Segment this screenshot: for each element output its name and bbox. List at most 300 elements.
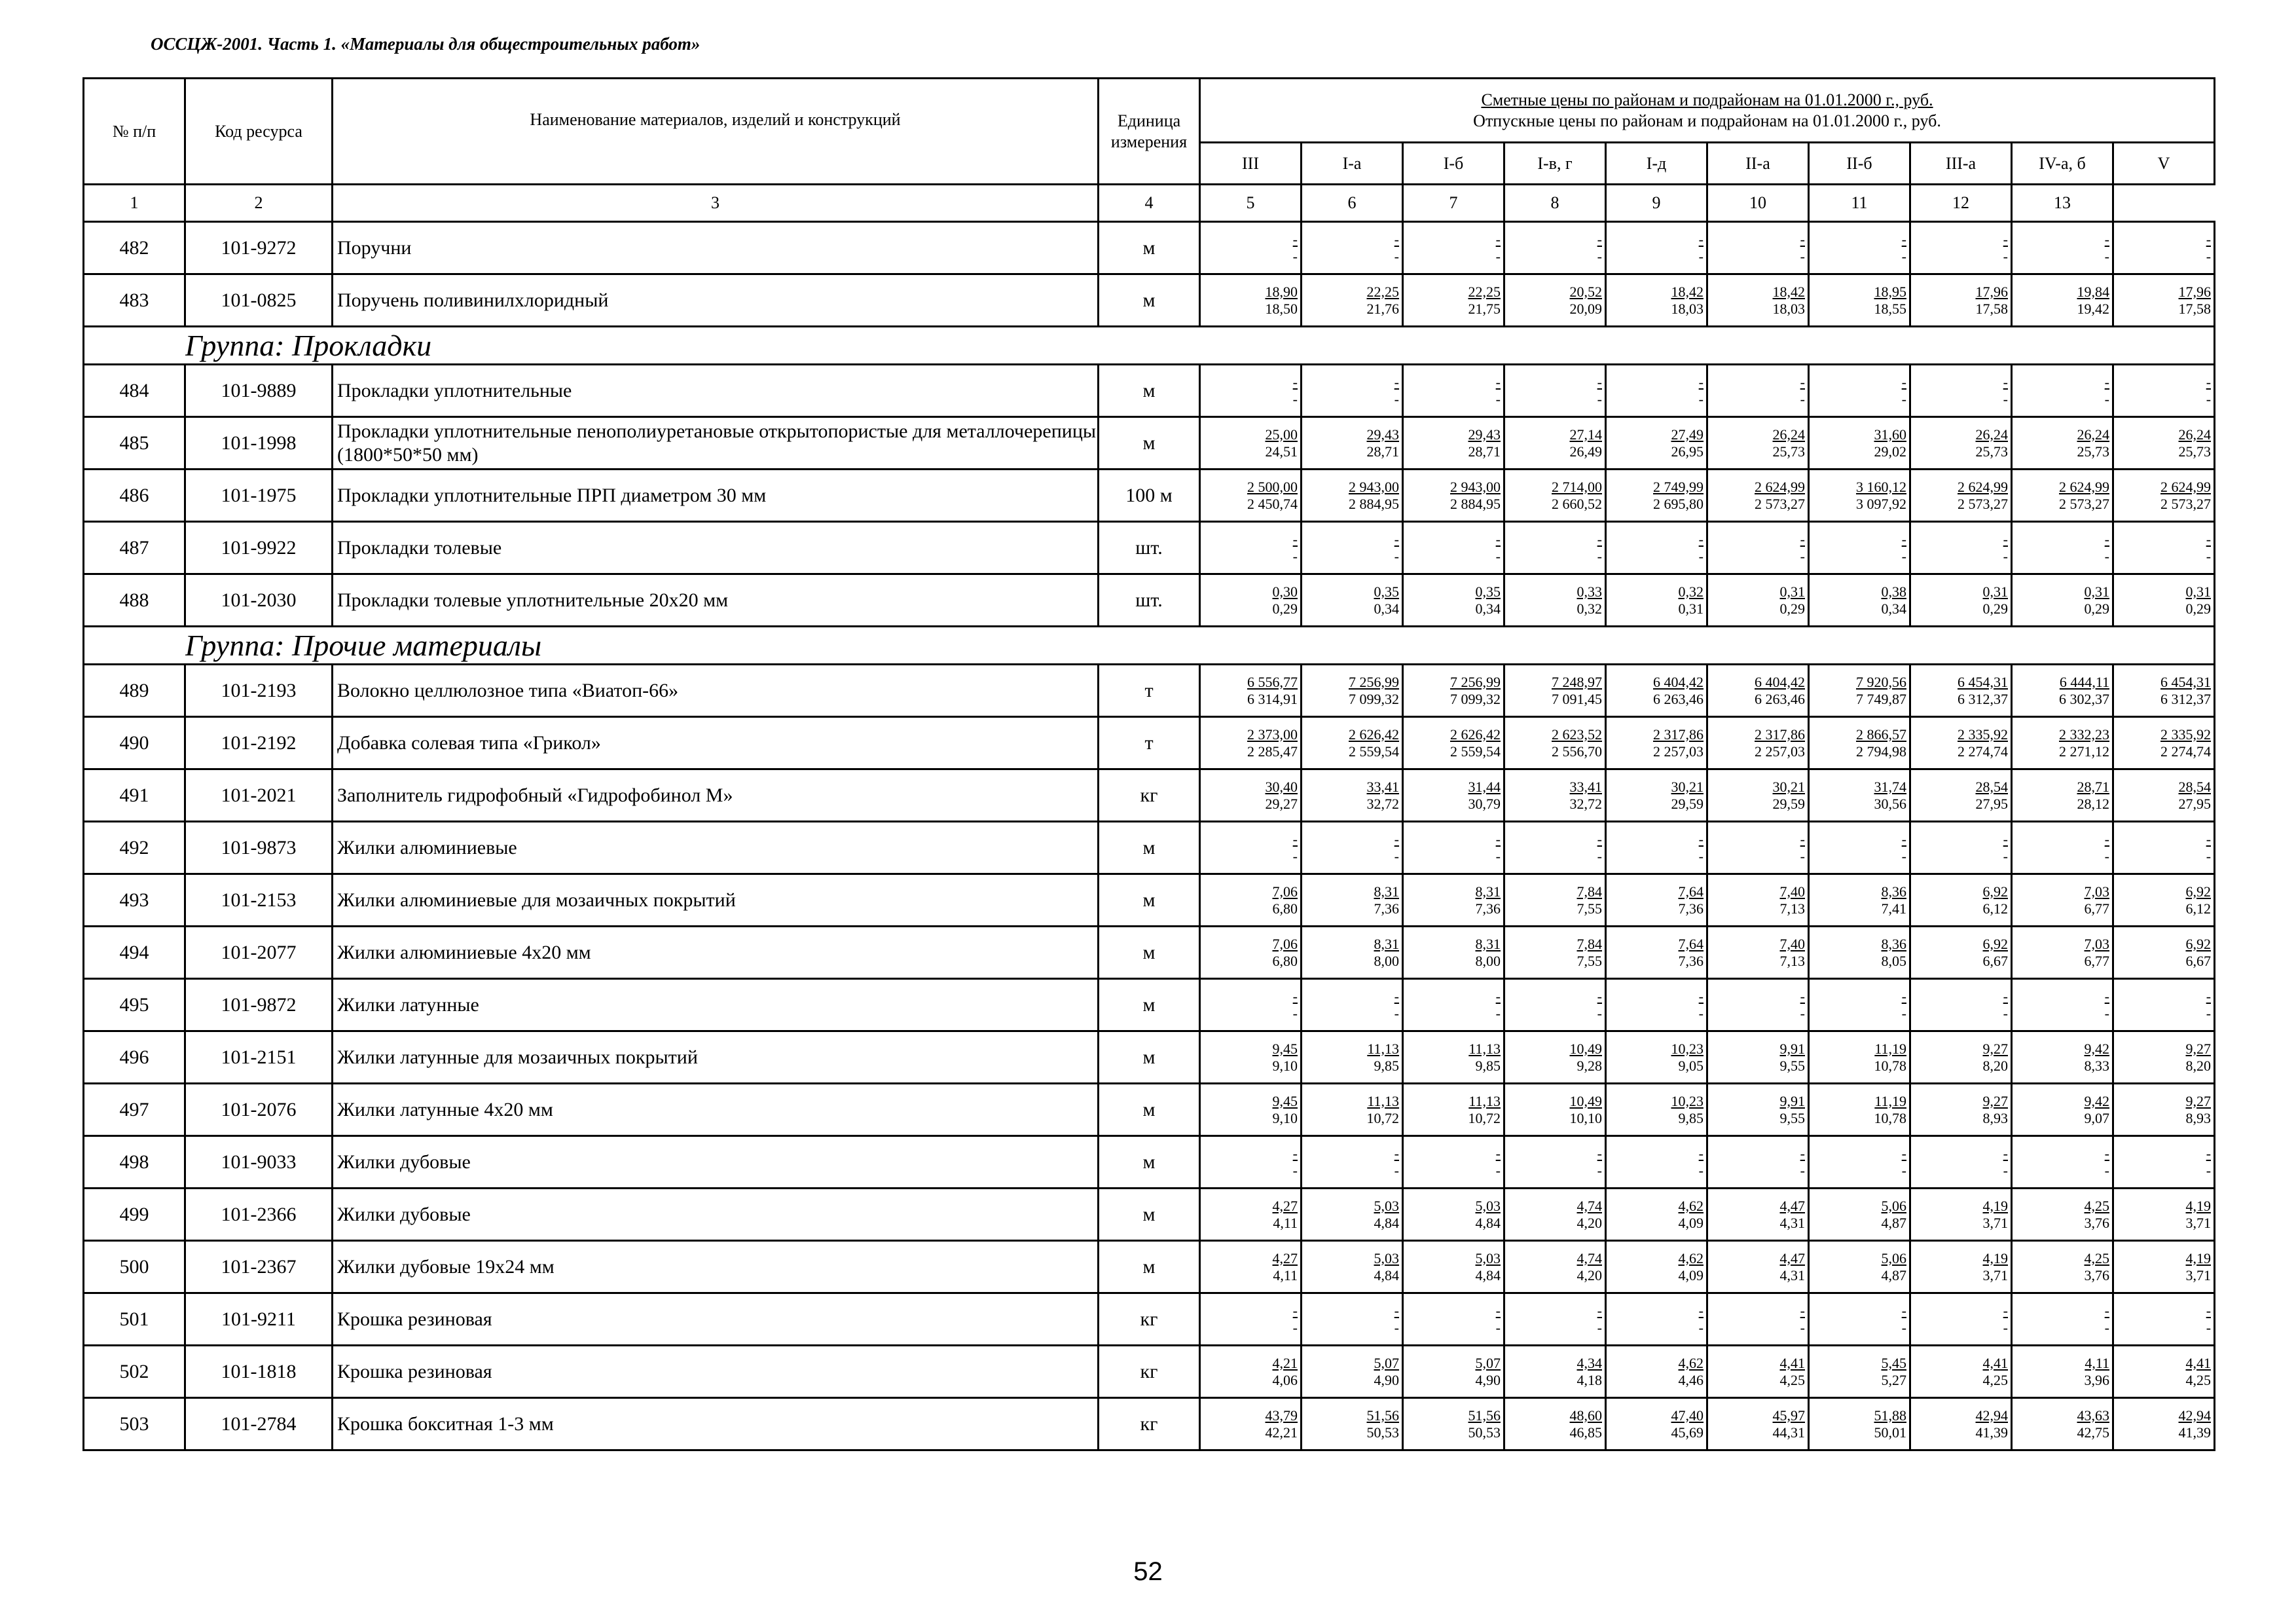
price-cell: [1707, 1136, 1809, 1189]
release-price: 30,56: [1874, 795, 1906, 812]
release-price: 6,67: [2185, 952, 2212, 969]
estimate-price: -: [1597, 530, 1602, 547]
price-cell: [1809, 1084, 1910, 1136]
release-price: 7,55: [1576, 952, 1602, 969]
release-price: -: [2104, 390, 2109, 407]
release-price: -: [2003, 547, 2008, 564]
price-cell: [1606, 822, 1707, 874]
resource-code: 101-9211: [185, 1293, 333, 1346]
unit: м: [1099, 1084, 1200, 1136]
release-price: 19,42: [2077, 300, 2109, 317]
estimate-price: 18,90: [1265, 283, 1298, 300]
price-cell: [1504, 1293, 1606, 1346]
estimate-price: -: [1698, 830, 1704, 847]
estimate-price: 4,47: [1779, 1197, 1805, 1214]
resource-code: 101-2366: [185, 1189, 333, 1241]
release-price: -: [1800, 1162, 1805, 1179]
row-number: 482: [84, 222, 185, 274]
unit: м: [1099, 1189, 1200, 1241]
price-cell: [1910, 1136, 2012, 1189]
release-price: 46,85: [1569, 1424, 1602, 1441]
row-number: 485: [84, 417, 185, 470]
price-cell: [2012, 574, 2113, 627]
price-cell: [2012, 927, 2113, 979]
estimate-price: 0,35: [1374, 583, 1399, 600]
price-cell: [1302, 417, 1403, 470]
estimate-price: -: [1698, 231, 1704, 248]
estimate-price: -: [2206, 530, 2212, 547]
release-price: -: [2104, 248, 2109, 265]
price-cell: [1504, 1346, 1606, 1398]
release-price: 9,05: [1678, 1057, 1704, 1074]
price-cell: [1403, 1189, 1504, 1241]
release-price: 2 884,95: [1349, 495, 1399, 512]
column-number-row: [84, 185, 2215, 222]
price-cell: [1809, 717, 1910, 769]
price-cell: [1809, 1241, 1910, 1293]
estimate-price: 6 404,42: [1653, 673, 1704, 690]
price-cell: [1504, 1398, 1606, 1450]
release-price: 7 091,45: [1552, 690, 1602, 707]
price-cell: [1302, 1398, 1403, 1450]
table-row: [84, 522, 2215, 574]
release-price: 41,39: [1975, 1424, 2008, 1441]
row-number: 492: [84, 822, 185, 874]
price-cell: [1200, 1293, 1302, 1346]
material-name: Заполнитель гидрофобный «Гидрофобинол М»: [333, 769, 1099, 822]
estimate-price: 4,62: [1678, 1197, 1704, 1214]
estimate-price: 10,49: [1569, 1092, 1602, 1109]
estimate-price: -: [2003, 1302, 2008, 1319]
price-cell: [1403, 927, 1504, 979]
price-cell: [1707, 1398, 1809, 1450]
release-price: 2 274,74: [2160, 743, 2212, 760]
release-price: 2 257,03: [1755, 743, 1805, 760]
estimate-price: -: [1901, 1302, 1906, 1319]
estimate-price: 4,19: [1982, 1249, 2008, 1266]
material-name: Поручень поливинилхлоридный: [333, 274, 1099, 327]
price-cell: [1809, 1398, 1910, 1450]
release-price: 6,12: [2185, 900, 2212, 917]
column-number: 11: [1809, 185, 1910, 222]
price-cell: [1403, 1241, 1504, 1293]
price-cell: [1302, 470, 1403, 522]
estimate-price: 19,84: [2077, 283, 2109, 300]
release-price: 4,18: [1576, 1371, 1602, 1388]
release-price: 2 660,52: [1552, 495, 1602, 512]
estimate-price: -: [1800, 373, 1805, 390]
release-price: 3,76: [2084, 1214, 2109, 1231]
price-cell: [1403, 1031, 1504, 1084]
estimate-price: 28,54: [1975, 778, 2008, 795]
price-cell: [1809, 822, 1910, 874]
estimate-price: 2 373,00: [1247, 726, 1298, 743]
release-price: 27,95: [2178, 795, 2212, 812]
estimate-price: 8,31: [1475, 883, 1501, 900]
column-number: 2: [185, 185, 333, 222]
group-title: Группа: Прокладки: [185, 327, 2215, 365]
document-header: ОССЦЖ-2001. Часть 1. «Материалы для общестроительных работ»: [151, 34, 701, 54]
row-number: 493: [84, 874, 185, 927]
estimate-price: 5,45: [1881, 1354, 1906, 1371]
release-price: 25,73: [1772, 443, 1805, 460]
estimate-price: 4,25: [2084, 1197, 2109, 1214]
estimate-price: 18,42: [1772, 283, 1805, 300]
release-price: 9,55: [1779, 1057, 1805, 1074]
release-price: 4,87: [1881, 1266, 1906, 1283]
release-price: -: [1292, 847, 1298, 864]
price-cell: [1809, 1189, 1910, 1241]
release-price: 4,90: [1475, 1371, 1501, 1388]
estimate-price: 6,92: [1982, 935, 2008, 952]
release-price: -: [1495, 248, 1501, 265]
price-cell: [1809, 769, 1910, 822]
price-cell: [1910, 274, 2012, 327]
release-price: -: [1292, 1005, 1298, 1022]
release-price: -: [2206, 390, 2212, 407]
estimate-price: 28,71: [2077, 778, 2109, 795]
price-cell: [1707, 574, 1809, 627]
estimate-price: 2 624,99: [1958, 478, 2008, 495]
release-price: 4,84: [1475, 1266, 1501, 1283]
release-price: 3,71: [2185, 1266, 2212, 1283]
table-row: [84, 574, 2215, 627]
release-price: -: [2206, 1005, 2212, 1022]
price-cell: [1200, 274, 1302, 327]
estimate-price: -: [1394, 231, 1399, 248]
row-number: 501: [84, 1293, 185, 1346]
estimate-price: -: [2003, 373, 2008, 390]
price-cell: [1302, 1084, 1403, 1136]
price-cell: [1200, 769, 1302, 822]
group-spacer: [84, 627, 185, 665]
release-price: -: [2206, 248, 2212, 265]
estimate-price: -: [1698, 1302, 1704, 1319]
release-price: 6 312,37: [2160, 690, 2212, 707]
release-price: 4,20: [1576, 1266, 1602, 1283]
material-name: Прокладки толевые уплотнительные 20х20 мм: [333, 574, 1099, 627]
price-cell: [1302, 1241, 1403, 1293]
row-number: 502: [84, 1346, 185, 1398]
estimate-price: 25,00: [1265, 426, 1298, 443]
release-price: 9,55: [1779, 1109, 1805, 1126]
release-price: 6,12: [1982, 900, 2008, 917]
estimate-price: 10,23: [1671, 1092, 1704, 1109]
estimate-price: 2 626,42: [1450, 726, 1501, 743]
price-cell: [1707, 1031, 1809, 1084]
release-price: -: [1698, 1005, 1704, 1022]
release-price: -: [1292, 390, 1298, 407]
unit: т: [1099, 665, 1200, 717]
release-price: 9,07: [2084, 1109, 2109, 1126]
estimate-price: 0,31: [2084, 583, 2109, 600]
estimate-price: 8,31: [1374, 883, 1399, 900]
resource-code: 101-9872: [185, 979, 333, 1031]
price-cell: [1606, 1241, 1707, 1293]
price-cell: [1809, 1293, 1910, 1346]
price-cell: [2113, 1293, 2215, 1346]
release-price: 8,20: [2185, 1057, 2212, 1074]
table-row: [84, 979, 2215, 1031]
price-cell: [1707, 1241, 1809, 1293]
table-row: [84, 717, 2215, 769]
material-name: Крошка резиновая: [333, 1346, 1099, 1398]
release-price: 0,31: [1678, 600, 1704, 617]
estimate-price: 4,27: [1272, 1197, 1298, 1214]
resource-code: 101-9272: [185, 222, 333, 274]
price-cell: [1910, 1084, 2012, 1136]
resource-code: 101-9922: [185, 522, 333, 574]
resource-code: 101-2193: [185, 665, 333, 717]
resource-code: 101-2192: [185, 717, 333, 769]
release-price: -: [1597, 390, 1602, 407]
price-cell: [1200, 979, 1302, 1031]
price-cell: [1403, 769, 1504, 822]
release-price: 25,73: [2077, 443, 2109, 460]
price-cell: [1707, 822, 1809, 874]
release-price: 4,25: [2185, 1371, 2212, 1388]
price-cell: [1200, 665, 1302, 717]
price-cell: [1707, 470, 1809, 522]
price-cell: [1200, 417, 1302, 470]
estimate-price: 7,40: [1779, 935, 1805, 952]
price-cell: [1809, 665, 1910, 717]
estimate-price: 2 624,99: [1755, 478, 1805, 495]
table-row: [84, 1189, 2215, 1241]
column-number: 9: [1606, 185, 1707, 222]
release-price: 10,10: [1569, 1109, 1602, 1126]
estimate-price: 43,63: [2077, 1407, 2109, 1424]
estimate-price: 9,27: [2185, 1040, 2212, 1057]
estimate-price: -: [1495, 1145, 1501, 1162]
estimate-price: 18,95: [1874, 283, 1906, 300]
release-price: 0,32: [1576, 600, 1602, 617]
estimate-price: 4,47: [1779, 1249, 1805, 1266]
unit: кг: [1099, 1346, 1200, 1398]
release-price: 44,31: [1772, 1424, 1805, 1441]
release-price: 8,93: [2185, 1109, 2212, 1126]
resource-code: 101-9889: [185, 365, 333, 417]
header-region: II-б: [1809, 143, 1910, 185]
header-code: Код ресурса: [185, 79, 333, 185]
release-price: 9,10: [1272, 1109, 1298, 1126]
estimate-price: -: [1495, 530, 1501, 547]
release-price: -: [2206, 847, 2212, 864]
price-cell: [1707, 222, 1809, 274]
release-price: -: [1495, 390, 1501, 407]
price-cell: [1403, 522, 1504, 574]
material-name: Жилки дубовые 19х24 мм: [333, 1241, 1099, 1293]
release-price: 9,85: [1475, 1057, 1501, 1074]
resource-code: 101-2077: [185, 927, 333, 979]
release-price: 25,73: [1975, 443, 2008, 460]
release-price: -: [1800, 547, 1805, 564]
estimate-price: 4,27: [1272, 1249, 1298, 1266]
price-cell: [1707, 927, 1809, 979]
price-cell: [1606, 979, 1707, 1031]
release-price: 4,11: [1273, 1214, 1298, 1231]
estimate-price: -: [2206, 231, 2212, 248]
column-number: 13: [2012, 185, 2113, 222]
release-price: 10,72: [1468, 1109, 1501, 1126]
price-cell: [1403, 417, 1504, 470]
estimate-price: 11,19: [1874, 1040, 1906, 1057]
header-prices: [1200, 79, 2215, 143]
estimate-price: 48,60: [1569, 1407, 1602, 1424]
price-cell: [1809, 274, 1910, 327]
release-price: 2 573,27: [2160, 495, 2212, 512]
estimate-price: -: [1292, 987, 1298, 1005]
estimate-price: -: [2206, 987, 2212, 1005]
price-cell: [1302, 717, 1403, 769]
release-price: -: [1597, 1162, 1602, 1179]
estimate-price: -: [2104, 987, 2109, 1005]
price-cell: [1606, 522, 1707, 574]
release-price: -: [1394, 847, 1399, 864]
unit: м: [1099, 1136, 1200, 1189]
release-price: -: [1495, 847, 1501, 864]
estimate-price: 6,92: [1982, 883, 2008, 900]
price-cell: [1504, 470, 1606, 522]
price-cell: [1504, 769, 1606, 822]
estimate-price: 8,36: [1881, 935, 1906, 952]
price-cell: [1302, 769, 1403, 822]
price-cell: [2012, 222, 2113, 274]
price-cell: [1809, 365, 1910, 417]
page-number: 52: [1133, 1557, 1163, 1586]
release-price: 4,46: [1678, 1371, 1704, 1388]
estimate-price: 2 943,00: [1450, 478, 1501, 495]
price-cell: [1302, 522, 1403, 574]
estimate-price: 28,54: [2178, 778, 2212, 795]
price-cell: [1910, 574, 2012, 627]
release-price: 4,84: [1374, 1266, 1399, 1283]
estimate-price: 5,03: [1475, 1197, 1501, 1214]
estimate-price: 10,23: [1671, 1040, 1704, 1057]
release-price: 4,09: [1678, 1214, 1704, 1231]
estimate-price: 29,43: [1366, 426, 1399, 443]
estimate-price: 45,97: [1772, 1407, 1805, 1424]
estimate-price: -: [1495, 231, 1501, 248]
estimate-price: 8,31: [1475, 935, 1501, 952]
estimate-price: -: [1495, 1302, 1501, 1319]
unit: м: [1099, 979, 1200, 1031]
resource-code: 101-2030: [185, 574, 333, 627]
release-price: -: [1394, 1319, 1399, 1336]
row-number: 487: [84, 522, 185, 574]
table-row: [84, 274, 2215, 327]
release-price: 41,39: [2178, 1424, 2212, 1441]
estimate-price: 2 714,00: [1552, 478, 1602, 495]
estimate-price: -: [1597, 1145, 1602, 1162]
price-cell: [1910, 522, 2012, 574]
estimate-price: -: [2003, 231, 2008, 248]
price-cell: [1809, 927, 1910, 979]
estimate-price: 0,30: [1272, 583, 1298, 600]
estimate-price: 11,13: [1367, 1092, 1399, 1109]
unit: м: [1099, 274, 1200, 327]
estimate-price: 27,14: [1569, 426, 1602, 443]
price-cell: [1606, 1346, 1707, 1398]
price-cell: [1910, 927, 2012, 979]
price-cell: [1504, 365, 1606, 417]
price-cell: [1200, 1031, 1302, 1084]
release-price: 9,28: [1576, 1057, 1602, 1074]
price-cell: [2012, 1293, 2113, 1346]
price-cell: [1707, 874, 1809, 927]
estimate-price: 11,19: [1874, 1092, 1906, 1109]
release-price: 7 749,87: [1856, 690, 1906, 707]
release-price: -: [1292, 1319, 1298, 1336]
release-price: 21,75: [1468, 300, 1501, 317]
column-number: 3: [333, 185, 1099, 222]
release-price: 0,34: [1475, 600, 1501, 617]
price-cell: [2012, 717, 2113, 769]
estimate-price: -: [1901, 373, 1906, 390]
price-cell: [1910, 1346, 2012, 1398]
unit: м: [1099, 822, 1200, 874]
release-price: -: [2003, 847, 2008, 864]
estimate-price: 7,03: [2084, 935, 2109, 952]
estimate-price: -: [2104, 373, 2109, 390]
release-price: -: [2104, 1319, 2109, 1336]
release-price: 25,73: [2178, 443, 2212, 460]
price-cell: [2012, 1241, 2113, 1293]
price-cell: [2012, 522, 2113, 574]
row-number: 484: [84, 365, 185, 417]
price-cell: [1504, 1136, 1606, 1189]
estimate-price: 7 920,56: [1856, 673, 1906, 690]
row-number: 495: [84, 979, 185, 1031]
estimate-price: 2 624,99: [2059, 478, 2109, 495]
estimate-price: -: [1597, 987, 1602, 1005]
release-price: -: [1394, 390, 1399, 407]
resource-code: 101-2021: [185, 769, 333, 822]
estimate-price: 42,94: [1975, 1407, 2008, 1424]
estimate-price: 29,43: [1468, 426, 1501, 443]
estimate-price: -: [2003, 830, 2008, 847]
release-price: -: [1495, 1162, 1501, 1179]
release-price: 4,31: [1779, 1214, 1805, 1231]
price-cell: [2113, 522, 2215, 574]
unit: шт.: [1099, 574, 1200, 627]
price-cell: [1606, 417, 1707, 470]
estimate-price: 51,56: [1468, 1407, 1501, 1424]
unit: м: [1099, 1031, 1200, 1084]
material-name: Крошка резиновая: [333, 1293, 1099, 1346]
release-price: -: [1394, 1162, 1399, 1179]
release-price: 18,03: [1671, 300, 1704, 317]
price-cell: [1302, 927, 1403, 979]
price-cell: [2113, 927, 2215, 979]
price-cell: [1403, 1084, 1504, 1136]
price-cell: [1606, 665, 1707, 717]
release-price: 2 559,54: [1450, 743, 1501, 760]
estimate-price: -: [2104, 1145, 2109, 1162]
price-cell: [2113, 822, 2215, 874]
release-price: -: [1901, 1319, 1906, 1336]
estimate-price: -: [1698, 987, 1704, 1005]
resource-code: 101-2151: [185, 1031, 333, 1084]
estimate-price: 6 404,42: [1755, 673, 1805, 690]
release-price: 50,53: [1468, 1424, 1501, 1441]
estimate-price: 7 256,99: [1450, 673, 1501, 690]
estimate-price: -: [1597, 830, 1602, 847]
release-price: -: [2003, 248, 2008, 265]
release-price: -: [1597, 1319, 1602, 1336]
price-cell: [2113, 769, 2215, 822]
estimate-price: -: [1292, 1145, 1298, 1162]
